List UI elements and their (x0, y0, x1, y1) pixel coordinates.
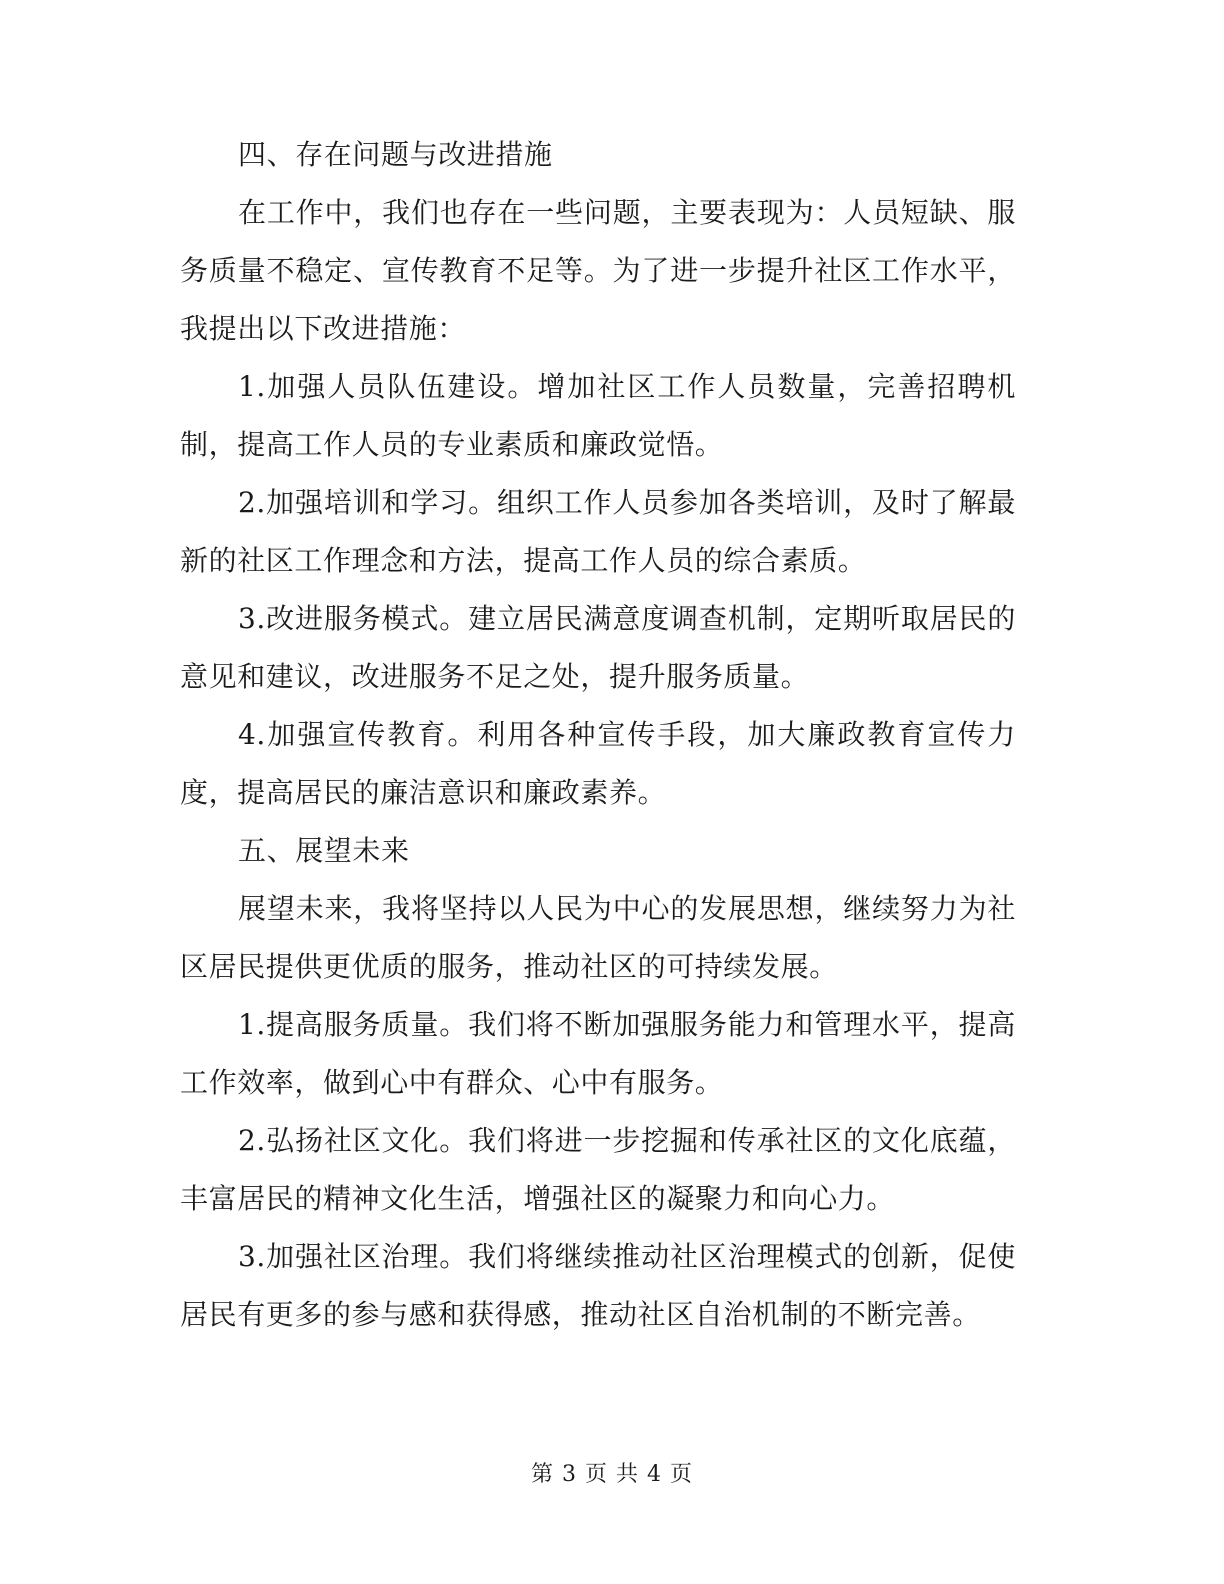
paragraph: 2.弘扬社区文化。我们将进一步挖掘和传承社区的文化底蕴，丰富居民的精神文化生活，增强社区的凝聚力和向心力。 (180, 1124, 1016, 1215)
paragraph: 在工作中，我们也存在一些问题，主要表现为：人员短缺、服务质量不稳定、宣传教育不足等。为了进一步提升社区工作水平，我提出以下改进措施： (180, 196, 1016, 345)
paragraph: 1.加强人员队伍建设。增加社区工作人员数量，完善招聘机制，提高工作人员的专业素质和廉政觉悟。 (180, 370, 1016, 461)
paragraph: 1.提高服务质量。我们将不断加强服务能力和管理水平，提高工作效率，做到心中有群众、心中有服务。 (180, 1008, 1016, 1099)
paragraph: 4.加强宣传教育。利用各种宣传手段，加大廉政教育宣传力度，提高居民的廉洁意识和廉政素养。 (180, 718, 1016, 809)
section-heading: 四、存在问题与改进措施 (238, 138, 553, 171)
document-body (180, 126, 1016, 1344)
paragraph: 3.加强社区治理。我们将继续推动社区治理模式的创新，促使居民有更多的参与感和获得感，推动社区自治机制的不断完善。 (180, 1240, 1016, 1331)
paragraph: 3.改进服务模式。建立居民满意度调查机制，定期听取居民的意见和建议，改进服务不足之处，提升服务质量。 (180, 602, 1016, 693)
section-heading: 五、展望未来 (238, 834, 410, 867)
paragraph: 2.加强培训和学习。组织工作人员参加各类培训，及时了解最新的社区工作理念和方法，提高工作人员的综合素质。 (180, 486, 1016, 577)
paragraph: 展望未来，我将坚持以人民为中心的发展思想，继续努力为社区居民提供更优质的服务，推动社区的可持续发展。 (180, 892, 1016, 983)
page-number-footer: 第 3 页 共 4 页 (531, 1462, 693, 1487)
